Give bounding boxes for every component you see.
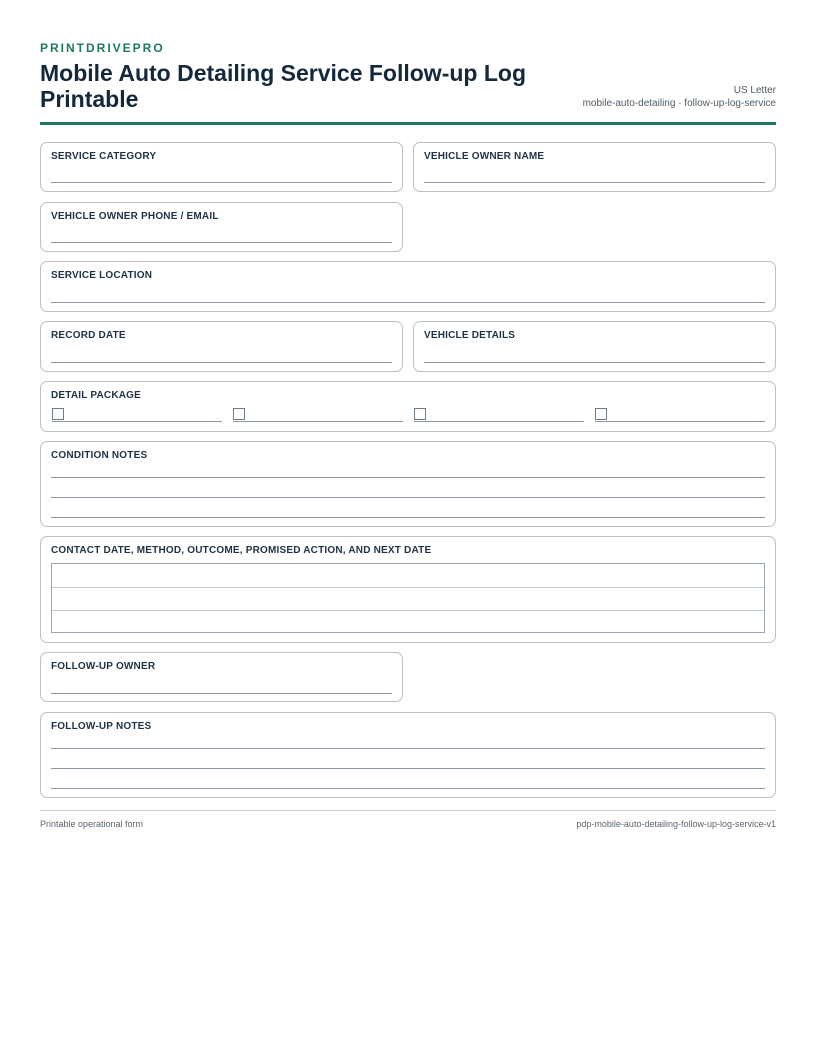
vehicle-owner-name-line[interactable] bbox=[424, 182, 765, 183]
footer-form-id: pdp-mobile-auto-detailing-follow-up-log-service-v1 bbox=[576, 819, 776, 829]
checkbox-icon[interactable] bbox=[52, 408, 64, 420]
condition-notes-line-1[interactable] bbox=[51, 477, 765, 478]
footer-rule bbox=[40, 810, 776, 811]
paper-size: US Letter bbox=[733, 85, 776, 96]
checkbox-icon[interactable] bbox=[414, 408, 426, 420]
service-location-line[interactable] bbox=[51, 302, 765, 303]
service-category-field[interactable] bbox=[40, 142, 403, 192]
vehicle-details-field[interactable] bbox=[413, 321, 776, 372]
condition-notes-line-3[interactable] bbox=[51, 517, 765, 518]
checkbox-icon[interactable] bbox=[233, 408, 245, 420]
vehicle-details-label: VEHICLE DETAILS bbox=[424, 330, 516, 341]
detail-package-option-2[interactable] bbox=[233, 408, 403, 422]
header-rule bbox=[40, 122, 776, 125]
form-header bbox=[40, 40, 776, 124]
table-row-divider bbox=[52, 587, 764, 588]
record-date-line[interactable] bbox=[51, 362, 392, 363]
record-date-field[interactable] bbox=[40, 321, 403, 372]
detail-package-option-4[interactable] bbox=[595, 408, 765, 422]
checkbox-icon[interactable] bbox=[595, 408, 607, 420]
vehicle-owner-contact-field[interactable] bbox=[40, 202, 403, 252]
document-meta bbox=[583, 84, 776, 110]
detail-package-option-1[interactable] bbox=[52, 408, 222, 422]
service-location-field[interactable] bbox=[40, 261, 776, 312]
follow-up-owner-label: FOLLOW-UP OWNER bbox=[51, 661, 156, 672]
condition-notes-line-2[interactable] bbox=[51, 497, 765, 498]
contact-log-table[interactable] bbox=[51, 563, 765, 633]
page-title: Mobile Auto Detailing Service Follow-up Log Printable bbox=[40, 60, 526, 112]
footer-left-text: Printable operational form bbox=[40, 819, 144, 829]
service-category-line[interactable] bbox=[51, 182, 392, 183]
detail-package-label: DETAIL PACKAGE bbox=[51, 390, 142, 401]
service-category-label: SERVICE CATEGORY bbox=[51, 151, 157, 162]
follow-up-notes-line-1[interactable] bbox=[51, 748, 765, 749]
brand-name: PRINTDRIVEPRO bbox=[40, 41, 165, 55]
vehicle-owner-name-label: VEHICLE OWNER NAME bbox=[424, 151, 545, 162]
contact-log-field bbox=[40, 536, 776, 643]
contact-log-label: CONTACT DATE, METHOD, OUTCOME, PROMISED ACTION, AND NEXT DATE bbox=[51, 545, 432, 556]
condition-notes-field[interactable] bbox=[40, 441, 776, 527]
condition-notes-label: CONDITION NOTES bbox=[51, 450, 148, 461]
form-page bbox=[40, 40, 776, 829]
detail-package-field bbox=[40, 381, 776, 432]
follow-up-notes-label: FOLLOW-UP NOTES bbox=[51, 721, 152, 732]
vehicle-owner-contact-label: VEHICLE OWNER PHONE / EMAIL bbox=[51, 211, 219, 222]
follow-up-owner-line[interactable] bbox=[51, 693, 392, 694]
follow-up-owner-field[interactable] bbox=[40, 652, 403, 702]
document-path: mobile-auto-detailing · follow-up-log-service bbox=[582, 98, 776, 109]
record-date-label: RECORD DATE bbox=[51, 330, 126, 341]
detail-package-option-3[interactable] bbox=[414, 408, 584, 422]
table-row-divider bbox=[52, 610, 764, 611]
service-location-label: SERVICE LOCATION bbox=[51, 270, 153, 281]
follow-up-notes-line-3[interactable] bbox=[51, 788, 765, 789]
follow-up-notes-field[interactable] bbox=[40, 712, 776, 798]
vehicle-owner-name-field[interactable] bbox=[413, 142, 776, 192]
vehicle-owner-contact-line[interactable] bbox=[51, 242, 392, 243]
follow-up-notes-line-2[interactable] bbox=[51, 768, 765, 769]
vehicle-details-line[interactable] bbox=[424, 362, 765, 363]
